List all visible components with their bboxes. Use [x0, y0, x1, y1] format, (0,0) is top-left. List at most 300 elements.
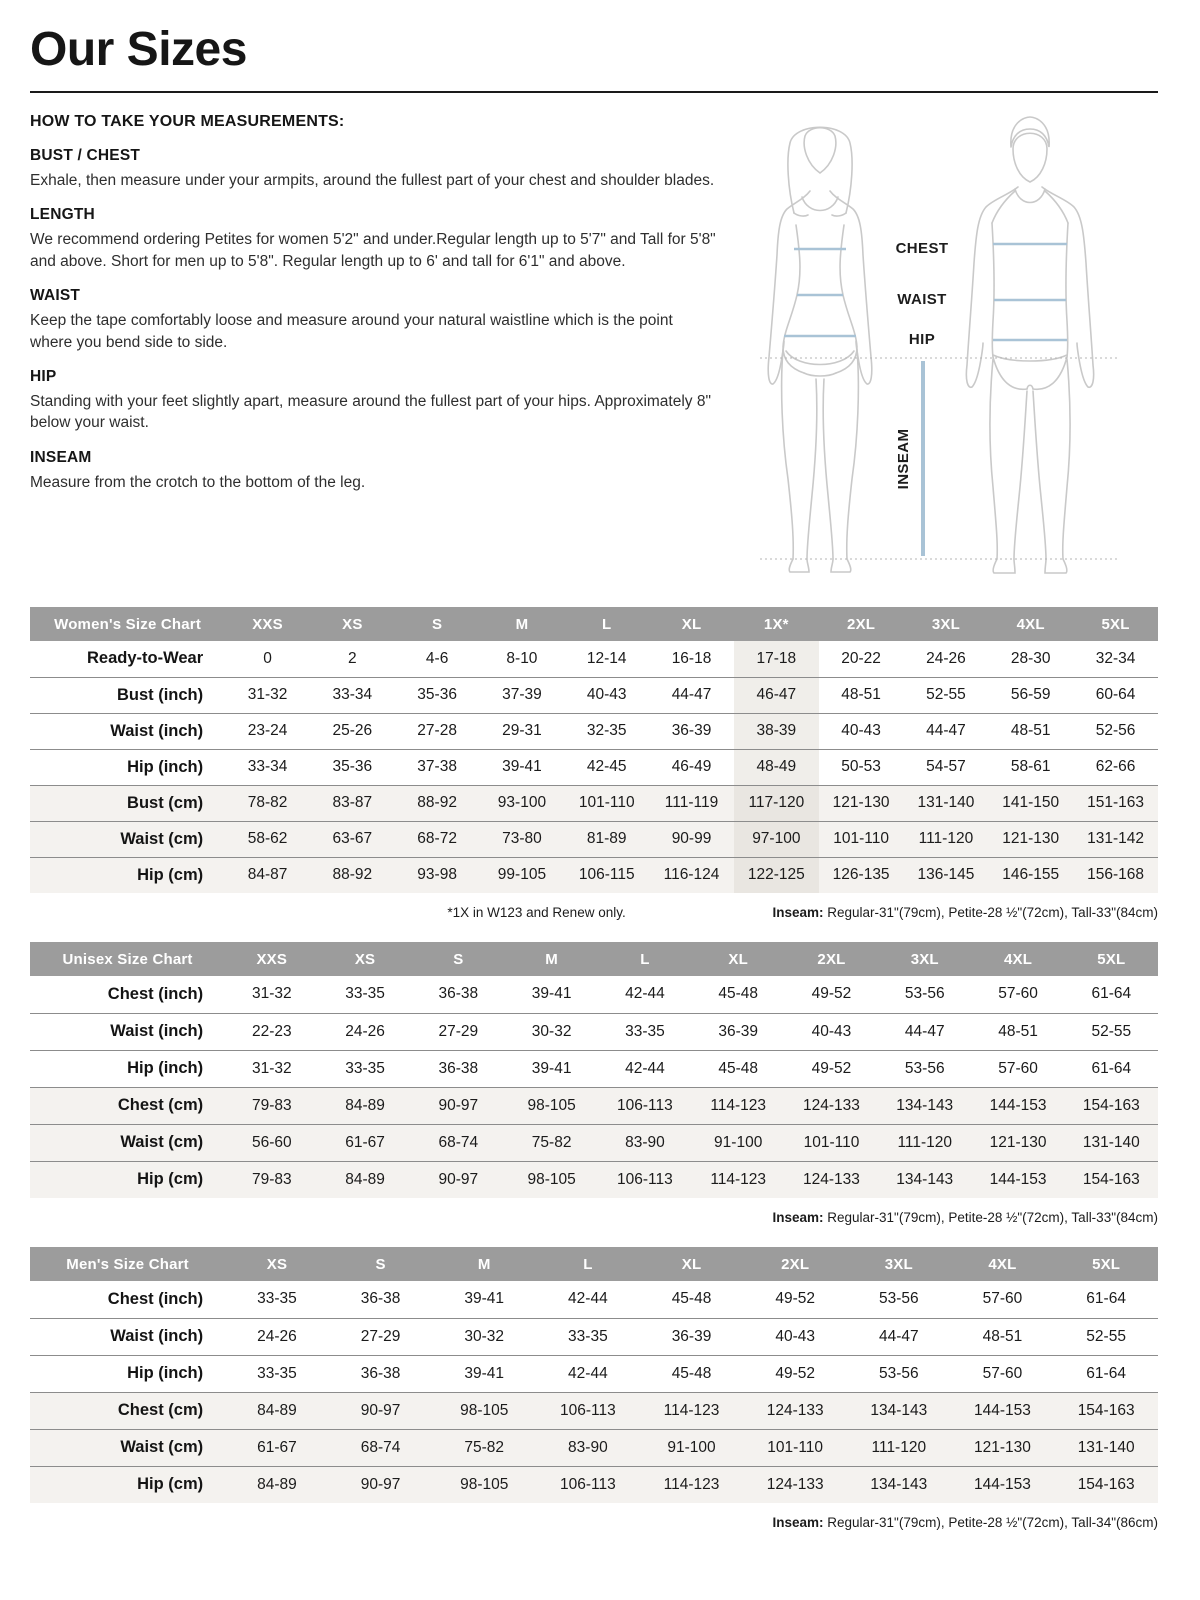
size-value-cell: 134-143 [847, 1392, 951, 1429]
size-value-cell: 42-44 [598, 1050, 691, 1087]
size-value-cell: 114-123 [640, 1392, 744, 1429]
body-measurement-diagram [730, 107, 1150, 585]
size-value-cell: 12-14 [564, 641, 649, 677]
howto-hip-title: HIP [30, 367, 57, 385]
size-value-cell: 35-36 [395, 677, 480, 713]
howto-inseam [30, 449, 716, 493]
inseam-footnote-text: Regular-31"(79cm), Petite-28 ½"(72cm), Tall-34"(86cm) [823, 1515, 1158, 1530]
table-row [30, 821, 1158, 857]
size-value-cell: 68-74 [412, 1124, 505, 1161]
size-value-cell: 37-38 [395, 749, 480, 785]
size-value-cell: 151-163 [1073, 785, 1158, 821]
size-value-cell: 101-110 [819, 821, 904, 857]
size-value-cell: 31-32 [225, 677, 310, 713]
title-divider [30, 91, 1158, 93]
size-value-cell: 131-140 [904, 785, 989, 821]
male-figure-outline [966, 117, 1093, 573]
size-value-cell: 134-143 [847, 1466, 951, 1503]
unisex-inseam-footnote [772, 1210, 1158, 1225]
chest-label: CHEST [895, 240, 949, 257]
size-value-cell: 61-67 [225, 1429, 329, 1466]
size-value-cell: 27-29 [329, 1318, 433, 1355]
size-column-header: 1X* [734, 607, 819, 641]
size-value-cell: 58-61 [988, 749, 1073, 785]
size-value-cell: 8-10 [480, 641, 565, 677]
size-value-cell: 93-98 [395, 857, 480, 893]
size-value-cell: 106-113 [598, 1161, 691, 1198]
size-value-cell: 97-100 [734, 821, 819, 857]
size-value-cell: 40-43 [819, 713, 904, 749]
size-value-cell: 20-22 [819, 641, 904, 677]
size-value-cell: 154-163 [1054, 1392, 1158, 1429]
size-value-cell: 42-44 [536, 1281, 640, 1318]
size-value-cell: 39-41 [480, 749, 565, 785]
size-value-cell: 50-53 [819, 749, 904, 785]
size-value-cell: 38-39 [734, 713, 819, 749]
size-value-cell: 33-35 [318, 976, 411, 1013]
table-row [30, 713, 1158, 749]
size-value-cell: 131-140 [1065, 1124, 1158, 1161]
table-title: Men's Size Chart [30, 1247, 225, 1281]
size-column-header: 3XL [904, 607, 989, 641]
size-value-cell: 36-39 [640, 1318, 744, 1355]
size-value-cell: 84-89 [225, 1392, 329, 1429]
womens-chart-footnotes [30, 905, 1158, 920]
size-value-cell: 90-99 [649, 821, 734, 857]
table-row [30, 1466, 1158, 1503]
size-column-header: XS [318, 942, 411, 976]
size-column-header: M [505, 942, 598, 976]
size-value-cell: 35-36 [310, 749, 395, 785]
size-value-cell: 144-153 [951, 1392, 1055, 1429]
size-value-cell: 78-82 [225, 785, 310, 821]
size-value-cell: 40-43 [743, 1318, 847, 1355]
size-value-cell: 46-49 [649, 749, 734, 785]
size-value-cell: 83-90 [536, 1429, 640, 1466]
size-value-cell: 98-105 [432, 1392, 536, 1429]
table-row [30, 1318, 1158, 1355]
howto-inseam-body: Measure from the crotch to the bottom of the leg. [30, 473, 366, 491]
size-value-cell: 106-113 [598, 1087, 691, 1124]
size-value-cell: 48-49 [734, 749, 819, 785]
size-value-cell: 24-26 [225, 1318, 329, 1355]
size-value-cell: 79-83 [225, 1161, 318, 1198]
size-value-cell: 90-97 [329, 1392, 433, 1429]
size-value-cell: 131-140 [1054, 1429, 1158, 1466]
size-column-header: 3XL [878, 942, 971, 976]
size-value-cell: 53-56 [878, 1050, 971, 1087]
size-value-cell: 61-67 [318, 1124, 411, 1161]
size-value-cell: 101-110 [785, 1124, 878, 1161]
size-value-cell: 121-130 [971, 1124, 1064, 1161]
size-column-header: XL [692, 942, 785, 976]
size-column-header: 3XL [847, 1247, 951, 1281]
inseam-footnote-label: Inseam: [772, 1515, 824, 1530]
size-value-cell: 88-92 [310, 857, 395, 893]
size-column-header: 5XL [1065, 942, 1158, 976]
size-value-cell: 31-32 [225, 1050, 318, 1087]
size-column-header: 4XL [971, 942, 1064, 976]
female-figure-outline [768, 127, 872, 572]
size-value-cell: 106-115 [564, 857, 649, 893]
unisex-size-chart-section [30, 942, 1158, 1225]
size-value-cell: 57-60 [951, 1355, 1055, 1392]
howto-column [30, 113, 730, 585]
size-value-cell: 156-168 [1073, 857, 1158, 893]
size-column-header: S [329, 1247, 433, 1281]
size-value-cell: 0 [225, 641, 310, 677]
size-value-cell: 33-35 [598, 1013, 691, 1050]
inseam-footnote-label: Inseam: [772, 1210, 824, 1225]
howto-hip [30, 368, 716, 434]
size-value-cell: 141-150 [988, 785, 1073, 821]
howto-bust-chest-title: BUST / CHEST [30, 147, 141, 164]
row-label: Waist (inch) [30, 1013, 225, 1050]
size-value-cell: 61-64 [1065, 976, 1158, 1013]
row-label: Hip (cm) [30, 857, 225, 893]
size-value-cell: 124-133 [743, 1392, 847, 1429]
size-value-cell: 48-51 [819, 677, 904, 713]
size-value-cell: 45-48 [640, 1281, 744, 1318]
size-column-header: L [564, 607, 649, 641]
size-value-cell: 61-64 [1065, 1050, 1158, 1087]
size-value-cell: 52-55 [1054, 1318, 1158, 1355]
size-value-cell: 36-38 [412, 1050, 505, 1087]
size-value-cell: 91-100 [692, 1124, 785, 1161]
table-row [30, 1392, 1158, 1429]
mens-size-chart-table [30, 1247, 1158, 1503]
size-value-cell: 101-110 [564, 785, 649, 821]
table-row [30, 857, 1158, 893]
size-value-cell: 57-60 [951, 1281, 1055, 1318]
size-value-cell: 22-23 [225, 1013, 318, 1050]
size-value-cell: 39-41 [432, 1355, 536, 1392]
size-value-cell: 44-47 [904, 713, 989, 749]
size-value-cell: 32-35 [564, 713, 649, 749]
size-value-cell: 36-38 [329, 1355, 433, 1392]
howto-inseam-title: INSEAM [30, 448, 92, 466]
mens-chart-footnotes [30, 1515, 1158, 1530]
size-value-cell: 106-113 [536, 1466, 640, 1503]
size-value-cell: 62-66 [1073, 749, 1158, 785]
row-label: Waist (cm) [30, 1429, 225, 1466]
size-value-cell: 27-28 [395, 713, 480, 749]
size-value-cell: 61-64 [1054, 1355, 1158, 1392]
howto-waist [30, 287, 716, 353]
howto-length-title: LENGTH [30, 206, 95, 224]
size-value-cell: 33-35 [225, 1281, 329, 1318]
table-row [30, 1355, 1158, 1392]
row-label: Bust (inch) [30, 677, 225, 713]
row-label: Waist (cm) [30, 821, 225, 857]
size-value-cell: 52-56 [1073, 713, 1158, 749]
size-value-cell: 52-55 [904, 677, 989, 713]
size-value-cell: 57-60 [971, 1050, 1064, 1087]
size-value-cell: 39-41 [505, 976, 598, 1013]
size-value-cell: 24-26 [904, 641, 989, 677]
size-value-cell: 42-45 [564, 749, 649, 785]
size-value-cell: 154-163 [1065, 1161, 1158, 1198]
inseam-footnote-text: Regular-31"(79cm), Petite-28 ½"(72cm), Tall-33"(84cm) [823, 905, 1158, 920]
size-value-cell: 75-82 [432, 1429, 536, 1466]
row-label: Hip (inch) [30, 1050, 225, 1087]
size-column-header: 4XL [988, 607, 1073, 641]
size-value-cell: 121-130 [819, 785, 904, 821]
measurement-instructions-section [30, 113, 1158, 585]
table-row [30, 1013, 1158, 1050]
size-value-cell: 58-62 [225, 821, 310, 857]
womens-size-chart-section [30, 607, 1158, 920]
size-value-cell: 30-32 [432, 1318, 536, 1355]
size-column-header: 2XL [819, 607, 904, 641]
size-value-cell: 124-133 [785, 1087, 878, 1124]
inseam-footnote-text: Regular-31"(79cm), Petite-28 ½"(72cm), Tall-33"(84cm) [823, 1210, 1158, 1225]
size-value-cell: 93-100 [480, 785, 565, 821]
size-value-cell: 46-47 [734, 677, 819, 713]
size-value-cell: 33-35 [318, 1050, 411, 1087]
size-value-cell: 84-89 [225, 1466, 329, 1503]
size-value-cell: 83-87 [310, 785, 395, 821]
size-value-cell: 4-6 [395, 641, 480, 677]
size-value-cell: 114-123 [692, 1087, 785, 1124]
size-column-header: L [598, 942, 691, 976]
size-value-cell: 44-47 [847, 1318, 951, 1355]
size-column-header: XL [640, 1247, 744, 1281]
size-value-cell: 36-39 [649, 713, 734, 749]
size-column-header: M [480, 607, 565, 641]
size-value-cell: 33-34 [310, 677, 395, 713]
size-value-cell: 68-74 [329, 1429, 433, 1466]
size-value-cell: 49-52 [743, 1355, 847, 1392]
size-value-cell: 75-82 [505, 1124, 598, 1161]
table-title: Unisex Size Chart [30, 942, 225, 976]
size-value-cell: 84-89 [318, 1087, 411, 1124]
size-value-cell: 61-64 [1054, 1281, 1158, 1318]
size-value-cell: 88-92 [395, 785, 480, 821]
size-value-cell: 84-89 [318, 1161, 411, 1198]
mens-size-chart-section [30, 1247, 1158, 1530]
size-value-cell: 2 [310, 641, 395, 677]
size-value-cell: 98-105 [432, 1466, 536, 1503]
howto-hip-body: Standing with your feet slightly apart, measure around the fullest part of your hips. Approximately 8" below your waist. [30, 392, 711, 432]
howto-length-body: We recommend ordering Petites for women 5'2" and under.Regular length up to 5'7" and Tall for 5'8" and above. Short for men up to 5'8". Regular length up to 6' and tall for 6'1" and above. [30, 231, 716, 270]
table-row [30, 785, 1158, 821]
table-row [30, 1087, 1158, 1124]
howto-waist-body: Keep the tape comfortably loose and measure around your natural waistline which is the point where you bend side to side. [30, 312, 673, 351]
table-row [30, 1281, 1158, 1318]
size-value-cell: 39-41 [505, 1050, 598, 1087]
size-value-cell: 126-135 [819, 857, 904, 893]
page-title: Our Sizes [30, 23, 247, 76]
size-column-header: 5XL [1073, 607, 1158, 641]
size-value-cell: 57-60 [971, 976, 1064, 1013]
size-value-cell: 144-153 [971, 1087, 1064, 1124]
size-value-cell: 33-34 [225, 749, 310, 785]
row-label: Chest (cm) [30, 1087, 225, 1124]
table-row [30, 641, 1158, 677]
size-value-cell: 42-44 [598, 976, 691, 1013]
size-value-cell: 81-89 [564, 821, 649, 857]
size-column-header: XXS [225, 607, 310, 641]
size-value-cell: 48-51 [951, 1318, 1055, 1355]
table-row [30, 976, 1158, 1013]
inseam-label: INSEAM [895, 428, 912, 490]
size-value-cell: 27-29 [412, 1013, 505, 1050]
womens-inseam-footnote [772, 905, 1158, 920]
1x-footnote: *1X in W123 and Renew only. [447, 905, 626, 920]
row-label: Chest (inch) [30, 1281, 225, 1318]
size-value-cell: 134-143 [878, 1087, 971, 1124]
size-value-cell: 31-32 [225, 976, 318, 1013]
size-value-cell: 106-113 [536, 1392, 640, 1429]
size-column-header: 2XL [743, 1247, 847, 1281]
size-value-cell: 90-97 [412, 1087, 505, 1124]
size-value-cell: 40-43 [785, 1013, 878, 1050]
inseam-reference-lines [760, 358, 1120, 559]
howto-bust-chest [30, 147, 716, 191]
size-value-cell: 53-56 [878, 976, 971, 1013]
size-value-cell: 111-120 [878, 1124, 971, 1161]
size-value-cell: 91-100 [640, 1429, 744, 1466]
table-row [30, 749, 1158, 785]
size-value-cell: 36-38 [329, 1281, 433, 1318]
size-value-cell: 53-56 [847, 1355, 951, 1392]
size-value-cell: 16-18 [649, 641, 734, 677]
size-value-cell: 40-43 [564, 677, 649, 713]
size-value-cell: 33-35 [225, 1355, 329, 1392]
size-column-header: S [412, 942, 505, 976]
size-value-cell: 25-26 [310, 713, 395, 749]
size-value-cell: 79-83 [225, 1087, 318, 1124]
size-value-cell: 134-143 [878, 1161, 971, 1198]
size-value-cell: 84-87 [225, 857, 310, 893]
size-value-cell: 56-60 [225, 1124, 318, 1161]
size-value-cell: 48-51 [971, 1013, 1064, 1050]
womens-size-chart-table [30, 607, 1158, 893]
size-value-cell: 98-105 [505, 1087, 598, 1124]
size-value-cell: 45-48 [640, 1355, 744, 1392]
size-column-header: XS [310, 607, 395, 641]
size-value-cell: 131-142 [1073, 821, 1158, 857]
size-value-cell: 28-30 [988, 641, 1073, 677]
row-label: Hip (cm) [30, 1161, 225, 1198]
row-label: Chest (cm) [30, 1392, 225, 1429]
size-value-cell: 60-64 [1073, 677, 1158, 713]
size-value-cell: 101-110 [743, 1429, 847, 1466]
size-column-header: S [395, 607, 480, 641]
size-column-header: XXS [225, 942, 318, 976]
size-column-header: 2XL [785, 942, 878, 976]
size-value-cell: 44-47 [649, 677, 734, 713]
size-value-cell: 37-39 [480, 677, 565, 713]
size-value-cell: 45-48 [692, 976, 785, 1013]
size-value-cell: 42-44 [536, 1355, 640, 1392]
unisex-size-chart-table [30, 942, 1158, 1198]
size-column-header: L [536, 1247, 640, 1281]
size-value-cell: 122-125 [734, 857, 819, 893]
size-value-cell: 45-48 [692, 1050, 785, 1087]
size-column-header: M [432, 1247, 536, 1281]
size-column-header: 5XL [1054, 1247, 1158, 1281]
size-value-cell: 117-120 [734, 785, 819, 821]
table-row [30, 1429, 1158, 1466]
size-value-cell: 36-38 [412, 976, 505, 1013]
row-label: Waist (inch) [30, 1318, 225, 1355]
row-label: Hip (cm) [30, 1466, 225, 1503]
size-value-cell: 23-24 [225, 713, 310, 749]
size-value-cell: 111-120 [847, 1429, 951, 1466]
row-label: Waist (cm) [30, 1124, 225, 1161]
size-value-cell: 49-52 [743, 1281, 847, 1318]
size-value-cell: 33-35 [536, 1318, 640, 1355]
size-column-header: XS [225, 1247, 329, 1281]
size-value-cell: 90-97 [329, 1466, 433, 1503]
size-value-cell: 90-97 [412, 1161, 505, 1198]
size-value-cell: 116-124 [649, 857, 734, 893]
size-value-cell: 98-105 [505, 1161, 598, 1198]
howto-length [30, 206, 716, 272]
size-value-cell: 32-34 [1073, 641, 1158, 677]
size-value-cell: 136-145 [904, 857, 989, 893]
size-value-cell: 114-123 [692, 1161, 785, 1198]
size-value-cell: 53-56 [847, 1281, 951, 1318]
size-value-cell: 121-130 [951, 1429, 1055, 1466]
size-value-cell: 144-153 [951, 1466, 1055, 1503]
table-row [30, 1161, 1158, 1198]
hip-label: HIP [908, 331, 936, 348]
howto-heading: HOW TO TAKE YOUR MEASUREMENTS: [30, 113, 345, 130]
size-value-cell: 114-123 [640, 1466, 744, 1503]
table-row [30, 1050, 1158, 1087]
size-value-cell: 24-26 [318, 1013, 411, 1050]
size-value-cell: 111-120 [904, 821, 989, 857]
size-value-cell: 121-130 [988, 821, 1073, 857]
size-value-cell: 56-59 [988, 677, 1073, 713]
size-value-cell: 124-133 [743, 1466, 847, 1503]
row-label: Bust (cm) [30, 785, 225, 821]
size-value-cell: 48-51 [988, 713, 1073, 749]
row-label: Waist (inch) [30, 713, 225, 749]
row-label: Hip (inch) [30, 749, 225, 785]
table-title: Women's Size Chart [30, 607, 225, 641]
inseam-footnote-label: Inseam: [772, 905, 824, 920]
row-label: Ready-to-Wear [30, 641, 225, 677]
table-row [30, 677, 1158, 713]
size-value-cell: 29-31 [480, 713, 565, 749]
size-value-cell: 36-39 [692, 1013, 785, 1050]
figures-illustration [730, 107, 1150, 585]
waist-label: WAIST [897, 291, 947, 308]
row-label: Chest (inch) [30, 976, 225, 1013]
size-value-cell: 49-52 [785, 976, 878, 1013]
size-value-cell: 63-67 [310, 821, 395, 857]
size-value-cell: 99-105 [480, 857, 565, 893]
size-value-cell: 52-55 [1065, 1013, 1158, 1050]
size-value-cell: 73-80 [480, 821, 565, 857]
size-value-cell: 30-32 [505, 1013, 598, 1050]
size-value-cell: 54-57 [904, 749, 989, 785]
size-value-cell: 49-52 [785, 1050, 878, 1087]
howto-bust-chest-body: Exhale, then measure under your armpits, around the fullest part of your chest and shoulder blades. [30, 172, 715, 189]
size-value-cell: 144-153 [971, 1161, 1064, 1198]
size-column-header: XL [649, 607, 734, 641]
size-column-header: 4XL [951, 1247, 1055, 1281]
size-value-cell: 154-163 [1054, 1466, 1158, 1503]
howto-waist-title: WAIST [30, 287, 81, 305]
size-value-cell: 146-155 [988, 857, 1073, 893]
mens-inseam-footnote [772, 1515, 1158, 1530]
size-value-cell: 17-18 [734, 641, 819, 677]
